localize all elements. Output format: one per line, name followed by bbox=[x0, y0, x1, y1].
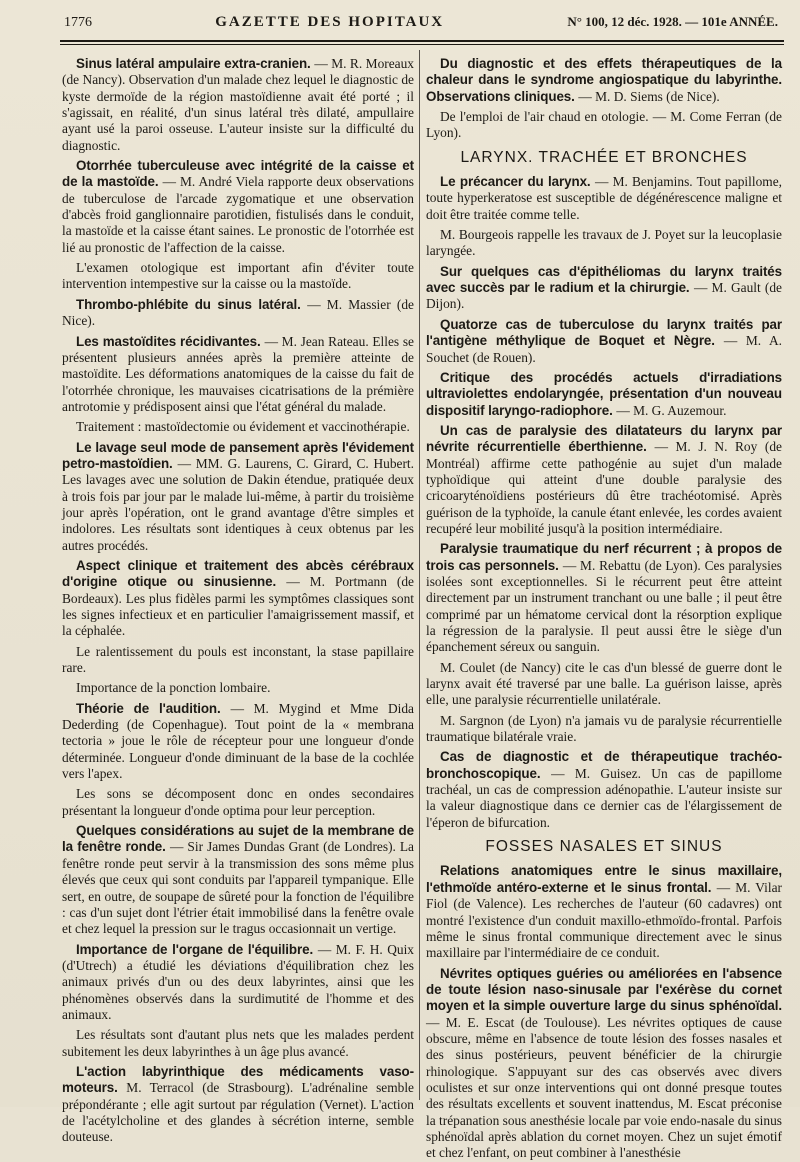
article-entry bbox=[426, 541, 782, 655]
article-paragraph bbox=[62, 786, 414, 819]
journal-title: GAZETTE DES HOPITAUX bbox=[215, 14, 445, 30]
article-paragraph bbox=[426, 713, 782, 746]
article-entry bbox=[426, 423, 782, 537]
article-entry bbox=[426, 966, 782, 1162]
article-entry bbox=[426, 174, 782, 223]
article-text: — M. D. Siems (de Nice). bbox=[578, 88, 720, 104]
article-text: — M. E. Escat (de Toulouse). Les névrites optiques de cause obscure, même en l'absence de toute lésion des fosses nasales et des sinus postérieurs, peuvent bénéficier de la chirurgie rhinologique. S'appuyant sur des cas observés avec divers oculistes et sur onze interventions qui ont donné presque toutes des résultats excellents et souvent inattendus, M. Escat préconise la trépanation sous anesthésie locale par voie endo-nasale du sinus sphénoïdal après ablation du cornet moyen. Chez un sujet émotif et chez l'enfant, on peut combiner à l'anesthésie bbox=[426, 1014, 782, 1161]
article-text: M. Bourgeois rappelle les travaux de J. Poyet sur la leucoplasie laryngée. bbox=[426, 227, 782, 259]
article-entry bbox=[62, 440, 414, 554]
article-paragraph bbox=[426, 660, 782, 709]
article-title: Sinus latéral ampulaire extra-cranien. bbox=[76, 56, 315, 71]
article-paragraph bbox=[62, 260, 414, 293]
article-text: — M. Vilar Fiol (de Valence). Les recherches de l'auteur (60 cadavres) ont montré l'existence d'un conduit maxillo-ethmoïdo-frontal. Parfois même le sinus frontal communique directement avec le sinus maxillaire par l'intermédiaire de ce conduit. bbox=[426, 879, 782, 961]
article-text: — M. Mygind et Mme Dida Dederding (de Copenhague). Tout point de la « membrana tectoria » joue le rôle de récepteur pour une longueur d'onde déterminée. Longueur d'onde diminuant de la base de la cochlée vers l'apex. bbox=[62, 700, 415, 782]
article-text: De l'emploi de l'air chaud en otologie. — M. Come Ferran (de Lyon). bbox=[426, 109, 782, 141]
article-text: M. Sargnon (de Lyon) n'a jamais vu de paralysie récurrentielle traumatique bilatérale vraie. bbox=[426, 712, 782, 745]
article-title: Sur quelques cas d'épithéliomas du larynx traités avec succès par le radium et la chirurgie. bbox=[426, 263, 782, 296]
issue-info: N° 100, 12 déc. 1928. — 101e ANNÉE. bbox=[567, 14, 778, 29]
article-paragraph bbox=[62, 644, 414, 677]
article-text: — M. Massier (de Nice). bbox=[62, 296, 414, 329]
article-title: Les mastoïdites récidivantes. bbox=[76, 333, 265, 349]
article-text: Les sons se décomposent donc en ondes secondaires présentant la longueur d'onde optima pour leur perception. bbox=[62, 786, 414, 818]
article-text: — M. André Viela rapporte deux observations de tuberculose de l'arcade zygomatique et une observation d'abcès froid ganglionnaire parotidien, fistulisés dans le conduit, la mastoïde et la caisse étant saines. Le pronostic de l'otorrhée est lié au pronostic de l'affection de la caisse. bbox=[62, 174, 414, 255]
article-text: — M. F. H. Quix (d'Utrech) a étudié les déviations d'équilibration chez les animaux privés d'un ou des deux labyrintes, ainsi que les phénomènes observés dans la surdimutité de l'homme et des animaux. bbox=[62, 941, 414, 1022]
section-heading: LARYNX. TRACHÉE ET BRONCHES bbox=[460, 148, 748, 166]
article-title: Importance de l'organe de l'équilibre. bbox=[76, 941, 318, 957]
article-text: — M. Rebattu (de Lyon). Ces paralysies isolées sont exceptionnelles. Si le récurrent peut être atteint directement par un instrument tranchant ou une balle ; il peut être comprimé par un hématome cervical dont la résorption explique la régression de la paralysie. Il peut aussi être le siège d'un épanchement séreux ou sanguin. bbox=[426, 557, 782, 655]
article-entry bbox=[62, 823, 414, 937]
article-title: Quelques considérations au sujet de la membrane de la fenêtre ronde. bbox=[62, 823, 414, 855]
article-text: Traitement : mastoïdectomie ou évidement et vaccinothérapie. bbox=[76, 419, 410, 435]
article-text: L'examen otologique est important afin d'éviter toute intervention intempestive sur la caisse ou la mastoïde. bbox=[62, 260, 414, 292]
article-text: Les résultats sont d'autant plus nets que les malades perdent subitement les deux labyrinthes à un âge plus avancé. bbox=[62, 1027, 414, 1059]
article-title: Quatorze cas de tuberculose du larynx traités par l'antigène méthylique de Boquet et Nègre. bbox=[426, 316, 782, 349]
article-text: — MM. G. Laurens, C. Girard, C. Hubert. Les lavages avec une solution de Dakin étendue, pratiquée deux à trois fois par jour par le malade lui-même, à partir du troisième jour après l'opération, ont le grand avantage d'être simples et indolores. Les résultats sont identiques à ceux obtenus par les autres procédés. bbox=[62, 455, 414, 553]
article-entry bbox=[62, 158, 414, 256]
article-entry bbox=[426, 264, 782, 313]
left-column bbox=[62, 56, 415, 1145]
article-entry bbox=[426, 317, 782, 366]
article-title: Du diagnostic et des effets thérapeutiques de la chaleur dans le syndrome angiospatique du labyrinthe. Observations cliniques. bbox=[426, 56, 782, 104]
article-entry bbox=[62, 1064, 414, 1146]
page-header bbox=[64, 14, 778, 36]
article-paragraph bbox=[426, 227, 782, 260]
article-text: M. Terracol (de Strasbourg). L'adrénaline semble prépondérante ; elle agit surtout par régulation (Vernet). L'action de l'acétylcholine et des glandes à sécrétion interne, semble douteuse. bbox=[62, 1080, 415, 1145]
article-entry bbox=[62, 942, 414, 1024]
article-entry bbox=[426, 863, 782, 961]
article-title: Névrites optiques guéries ou améliorées en l'absence de toute lésion naso-sinusale par l'exérèse du cornet moyen et la simple ouverture large du sinus sphénoïdal. bbox=[426, 965, 782, 1014]
article-title: L'action labyrinthique des médicaments vaso-moteurs. bbox=[62, 1063, 414, 1096]
article-entry bbox=[62, 56, 414, 154]
article-paragraph bbox=[62, 1027, 414, 1060]
article-text: — M. Portmann (de Bordeaux). Les plus fidèles parmi les symptômes classiques sont les signes infectieux et en particulier l'amaigrissement massif, et la céphalée. bbox=[62, 574, 414, 639]
article-title: Le lavage seul mode de pansement après l'évidement petro-mastoïdien. bbox=[62, 439, 414, 471]
header-rule bbox=[60, 40, 784, 42]
article-title: Le précancer du larynx. bbox=[440, 174, 595, 190]
article-title: Otorrhée tuberculeuse avec intégrité de la caisse et de la mastoïde. bbox=[62, 158, 414, 190]
article-text: — M. G. Auzemour. bbox=[616, 402, 727, 418]
article-title: Paralysie traumatique du nerf récurrent ; à propos de trois cas personnels. bbox=[426, 541, 782, 573]
column-divider bbox=[419, 50, 420, 1100]
article-title: Un cas de paralysie des dilatateurs du larynx par névrite récurrentielle éberthienne. bbox=[426, 422, 782, 455]
page-number: 1776 bbox=[64, 15, 92, 30]
article-entry bbox=[62, 701, 414, 783]
section-heading: FOSSES NASALES ET SINUS bbox=[485, 838, 723, 856]
article-entry bbox=[426, 56, 782, 105]
article-text: Importance de la ponction lombaire. bbox=[76, 680, 271, 696]
article-entry bbox=[62, 297, 414, 330]
article-entry bbox=[426, 749, 782, 831]
header-rule-thin bbox=[60, 44, 784, 45]
right-column bbox=[426, 56, 782, 1161]
article-entry bbox=[426, 370, 782, 419]
article-text: — M. Gault (de Dijon). bbox=[426, 280, 782, 312]
article-title: Thrombo-phlébite du sinus latéral. bbox=[76, 296, 308, 312]
article-title: Critique des procédés actuels d'irradiations ultraviolettes endolaryngée, présentation d'un nouveau dispositif laryngo-radiophore. bbox=[426, 369, 782, 418]
article-title: Théorie de l'audition. bbox=[76, 700, 231, 716]
article-title: Relations anatomiques entre le sinus maxillaire, l'ethmoïde antéro-externe et le sinus frontal. bbox=[426, 863, 782, 895]
article-text: — M. Jean Rateau. Elles se présentent plusieurs années après la première atteinte de mastoïdite. Les déformations anatomiques de la caisse du fait de l'otorrhée chronique, les mauvaises cicatrisations de la prémière antrotomie y prédisposent ainsi que l'état général du malade. bbox=[62, 333, 414, 414]
article-text: — M. J. N. Roy (de Montréal) affirme cette pathogénie au sujet d'un malade typhoïdique qui atteint d'une double paralysie des cricoaryténoïdiens postérieurs dû être trachéotomisé. Après guérison de la typhoïde, la canule étant enlevée, les cordes avaient recupéré leur mobilité jusqu'à la position intermédiaire. bbox=[426, 439, 782, 536]
article-text: Le ralentissement du pouls est inconstant, la stase papillaire rare. bbox=[62, 643, 414, 676]
article-text: — M. A. Souchet (de Rouen). bbox=[426, 333, 782, 365]
article-title: Aspect clinique et traitement des abcès cérébraux d'origine otique ou sinusienne. bbox=[62, 557, 414, 590]
article-paragraph bbox=[62, 680, 414, 696]
article-text: — M. Benjamins. Tout papillome, toute hyperkeratose est susceptible de dégénérescence maligne et doit être traitée comme telle. bbox=[426, 174, 782, 222]
article-entry bbox=[62, 334, 414, 416]
article-text: — Sir James Dundas Grant (de Londres). La fenêtre ronde peut servir à la transmission des sons même plus élevés que ceux qui sont conduits par l'appareil tympanique. Elle sert, en outre, de soupape de sûreté pour la fonction de l'équilibre : cas d'un sujet dont l'étrier était immobilisé dans la fenêtre ovale et chez lequel la pression sur le tragus occasionnait un vertige. bbox=[62, 839, 414, 937]
article-paragraph bbox=[426, 109, 782, 142]
article-text: — M. R. Moreaux (de Nancy). Observation d'un malade chez lequel le diagnostic de kyste dermoïde de la région mastoïdienne avait été porté ; il s'agissait, en réalité, d'un sinus latéral très dilaté, ampullaire ayant usé la paroi osseuse. L'auteur insiste sur la difficulté du diagnostic. bbox=[62, 56, 414, 153]
article-entry bbox=[62, 558, 414, 640]
article-text: M. Coulet (de Nancy) cite le cas d'un blessé de guerre dont le larynx avait été traversé par une balle. La guérison laisse, après elle, une paralysie récurrentielle unilatérale. bbox=[426, 659, 782, 708]
article-title: Cas de diagnostic et de thérapeutique trachéo-bronchoscopique. bbox=[426, 749, 782, 781]
article-text: — M. Guisez. Un cas de papillome trachéal, un cas de compression adénopathie. L'auteur insiste sur la valeur diagnostique dans ce dernier cas de l'élargissement de l'éperon de bifurcation. bbox=[426, 765, 782, 830]
article-paragraph bbox=[62, 419, 414, 435]
